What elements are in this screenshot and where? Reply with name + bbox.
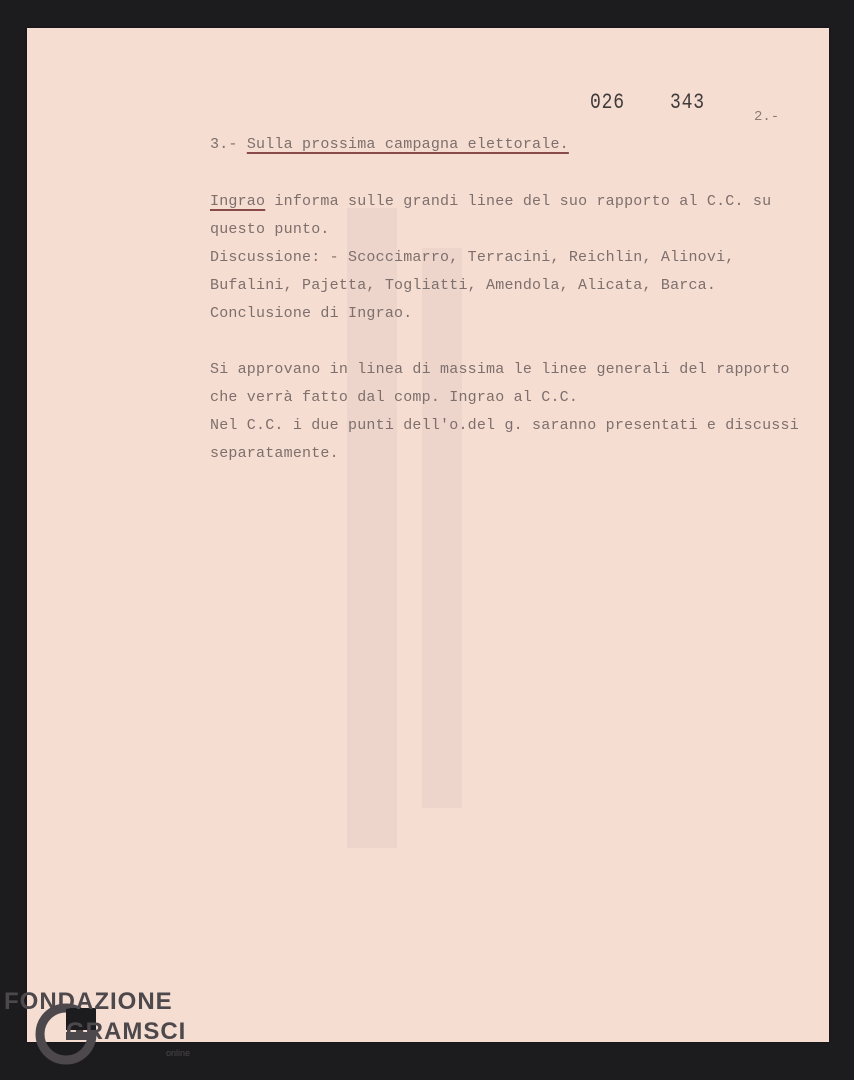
speaker-name: Ingrao xyxy=(210,193,266,210)
paragraph2-line1: Si approvano in linea di massima le linee generali del rapporto xyxy=(210,361,790,378)
archive-number-part1: 026 xyxy=(590,90,625,115)
archive-number-part2: 343 xyxy=(670,90,705,115)
paragraph1-line1 xyxy=(210,193,771,210)
paragraph2-line4: separatamente. xyxy=(210,445,339,462)
paragraph1-line2: questo punto. xyxy=(210,221,330,238)
logo-text-online: online xyxy=(166,1048,191,1058)
paragraph2-line3: Nel C.C. i due punti dell'o.del g. saranno presentati e discussi xyxy=(210,417,799,434)
section-heading xyxy=(210,136,569,153)
fondazione-gramsci-logo xyxy=(4,988,214,1068)
paragraph1-line4: Bufalini, Pajetta, Togliatti, Amendola, Alicata, Barca. xyxy=(210,277,717,294)
paragraph1-line1-text: informa sulle grandi linee del suo rapporto al C.C. su xyxy=(265,193,772,210)
logo-text-gramsci: GRAMSCI xyxy=(66,1018,187,1045)
paragraph1-line3: Discussione: - Scoccimarro, Terracini, Reichlin, Alinovi, xyxy=(210,249,735,266)
paragraph2-line2: che verrà fatto dal comp. Ingrao al C.C. xyxy=(210,389,579,406)
paper-watermark xyxy=(327,208,487,848)
paragraph1-line5: Conclusione di Ingrao. xyxy=(210,305,413,322)
document-page xyxy=(27,28,829,1042)
section-number: 3.- xyxy=(210,136,247,153)
section-title: Sulla prossima campagna elettorale. xyxy=(246,136,569,153)
logo-text-fondazione: FONDAZIONE xyxy=(4,988,173,1015)
page-number: 2.- xyxy=(754,109,780,125)
